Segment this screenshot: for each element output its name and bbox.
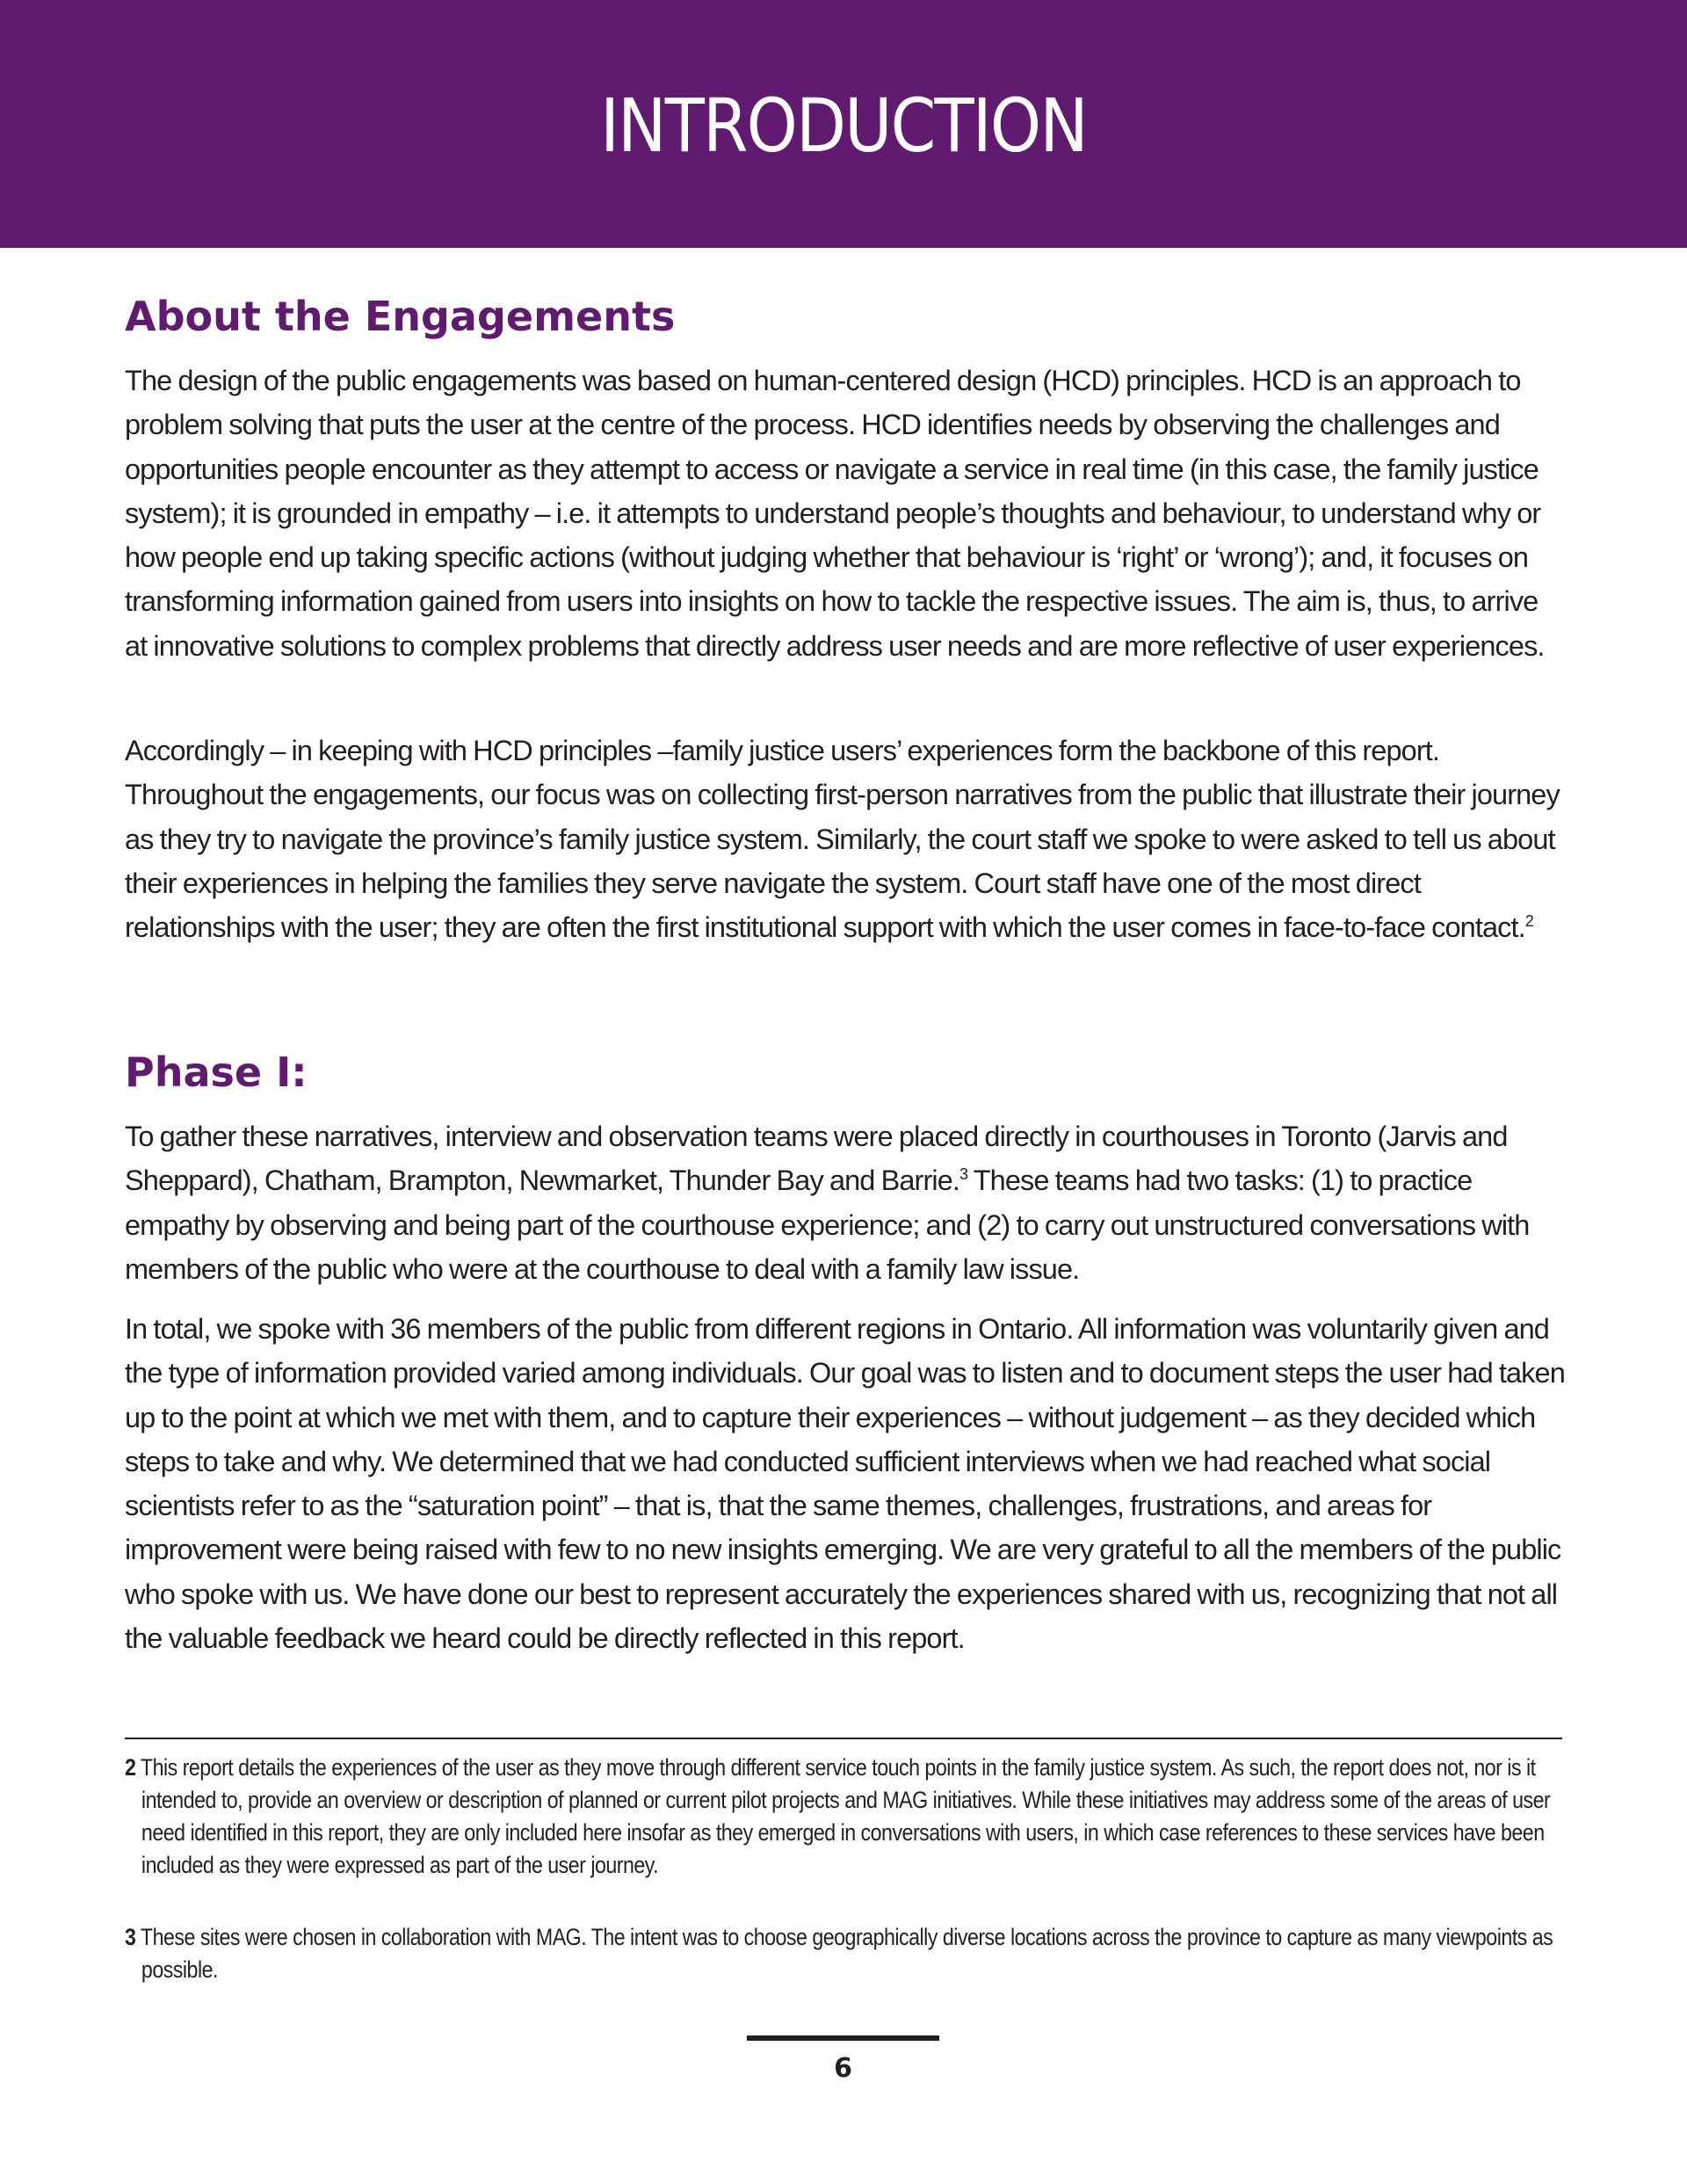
paragraph-text: Accordingly – in keeping with HCD principles –family justice users’ experiences form the backbone of this report. Throughout the engagements, our focus was on collecting first-person narratives from the public that illustrate their journey as they try to navigate the province’s family justice system. Similarly, the court staff we spoke to were asked to tell us about their experiences in helping the families they serve navigate the system. Court staff have one of the most direct relationships with the user; they are often the first institutional support with which the user comes in face-to-face contact.	[125, 735, 1560, 944]
footnote-number: 3	[125, 1924, 136, 1950]
section-heading-about: About the Engagements	[125, 293, 676, 340]
page-title: INTRODUCTION	[600, 83, 1087, 169]
page-number: 6	[834, 2053, 852, 2084]
paragraph-hcd-design: The design of the public engagements was based on human-centered design (HCD) principles. HCD is an approach to problem solving that puts the user at the centre of the process. HCD identifies needs by observing the challenges and opportunities people encounter as they attempt to access or navigate a service in real time (in this case, the family justice system); it is grounded in empathy – i.e. it attempts to understand people’s thoughts and behaviour, to understand why or how people end up taking specific actions (without judging whether that behaviour is ‘right’ or ‘wrong’); and, it focuses on transforming information gained from users into insights on how to tackle the respective issues. The aim is, thus, to arrive at innovative solutions to complex problems that directly address user needs and are more reflective of user experiences.	[125, 365, 1545, 662]
section-heading-phase: Phase I:	[125, 1048, 308, 1096]
footnote-ref: 2	[1524, 912, 1533, 931]
footnote-text: This report details the experiences of the user as they move through different service touch points in the family justice system. As such, the report does not, nor is it intended to, provide an overview or description of planned or current pilot projects and MAG initiatives. While these initiatives may address some of the areas of user need identified in this report, they are only included here insofar as they emerged in conversations with users, in which case references to these services have been included as they were expressed as part of the user journey.	[140, 1754, 1551, 1878]
paragraph-interviews: In total, we spoke with 36 members of the public from different regions in Ontario. All information was voluntarily given and the type of information provided varied among individuals. Our goal was to listen and to document steps the user had taken up to the point at which we met with them, and to capture their experiences – without judgement – as they decided which steps to take and why. We determined that we had conducted sufficient interviews when we had reached what social scientists refer to as the “saturation point” – that is, that the same themes, challenges, frustrations, and areas for improvement were being raised with few to no new insights emerging. We are very grateful to all the members of the public who spoke with us. We have done our best to represent accurately the experiences shared with us, recognizing that not all the valuable feedback we heard could be directly reflected in this report.	[125, 1313, 1565, 1655]
footnote-number: 2	[125, 1754, 136, 1781]
footnote-divider	[125, 1738, 1562, 1739]
page-number-rule	[747, 2035, 939, 2041]
footnote-ref: 3	[959, 1165, 968, 1184]
paragraph-text: These teams had two tasks: (1) to practice empathy by observing and being part of the courthouse experience; and (2) to carry out unstructured conversations with members of the public who were at the courthouse to deal with a family law issue.	[125, 1165, 1530, 1285]
paragraph-user-experiences	[125, 729, 1566, 949]
paragraph-text: To gather these narratives, interview and observation teams were placed directly in courthouses in Toronto (Jarvis and Sheppard), Chatham, Brampton, Newmarket, Thunder Bay and Barrie.	[125, 1121, 1508, 1197]
header-band	[0, 0, 1687, 248]
footnote-text: These sites were chosen in collaboration with MAG. The intent was to choose geographically diverse locations across the province to capture as many viewpoints as possible.	[140, 1924, 1553, 1983]
footnote-item	[125, 1921, 1562, 1986]
paragraph-narratives	[125, 1114, 1566, 1291]
footnote-item	[125, 1752, 1562, 1882]
